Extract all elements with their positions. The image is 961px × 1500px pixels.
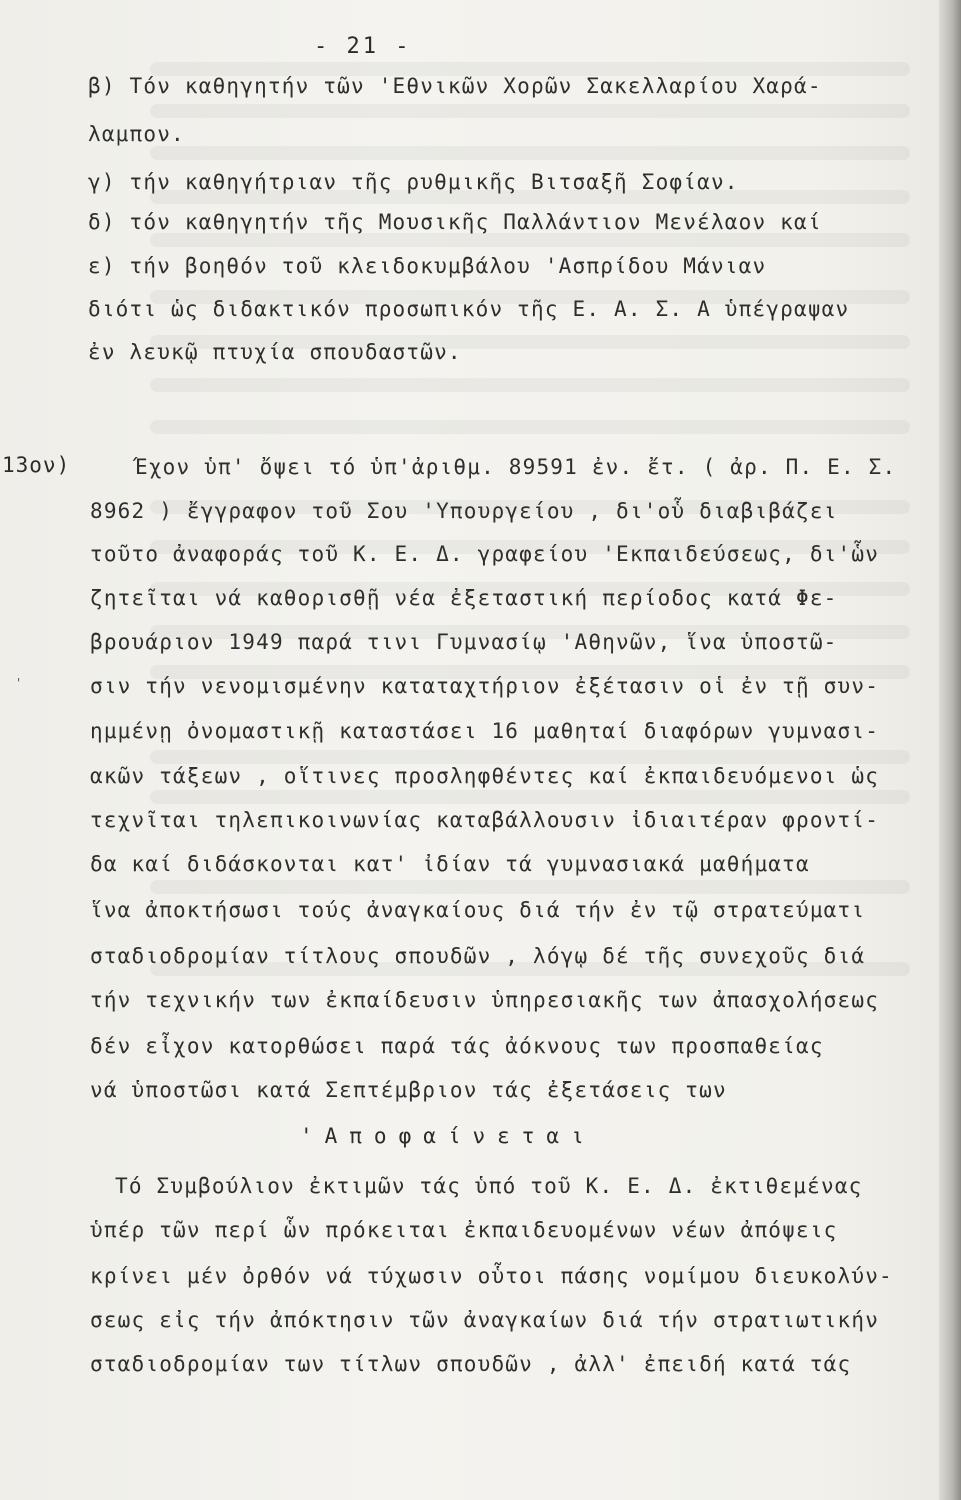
text-line: ζητεῖται νά καθορισθῇ νέα ἐξεταστική περίοδος κατά Φε-: [90, 586, 838, 610]
text-line: γ) τήν καθηγήτριαν τῆς ρυθμικῆς Βιτσαξῆ Σοφίαν.: [88, 170, 739, 194]
text-line: ακῶν τάξεων , οἵτινες προσληφθέντες καί ἐκπαιδευόμενοι ὡς: [90, 764, 880, 788]
text-line: 8962 ) ἔγγραφον τοῦ Σου 'Υπουργείου , δι'οὗ διαβιβάζει: [90, 499, 838, 523]
text-line: ἵνα ἀποκτήσωσι τούς ἀναγκαίους διά τήν ἐν τῷ στρατεύματι: [90, 898, 866, 922]
margin-item-label: 13ον): [2, 453, 71, 477]
page-edge-shadow: [939, 0, 961, 1500]
text-line: τεχνῖται τηλεπικοινωνίας καταβάλλουσιν ἰδιαιτέραν φροντί-: [90, 808, 880, 832]
text-line: σιν τήν νενομισμένην καταταχτήριον ἐξέτασιν οἱ ἐν τῇ συν-: [90, 674, 880, 698]
decision-heading: 'Αποφαίνεται: [300, 1124, 596, 1148]
text-line: ὑπέρ τῶν περί ὧν πρόκειται ἐκπαιδευομένων νέων ἀπόψεις: [90, 1218, 838, 1242]
text-line: σταδιοδρομίαν τίτλους σπουδῶν , λόγῳ δέ τῆς συνεχοῦς διά: [90, 944, 866, 968]
text-line: σεως εἰς τήν ἀπόκτησιν τῶν ἀναγκαίων διά τήν στρατιωτικήν: [90, 1308, 880, 1332]
margin-mark: ': [15, 676, 23, 690]
text-line: τήν τεχνικήν των ἐκπαίδευσιν ὑπηρεσιακῆς των ἀπασχολήσεως: [90, 988, 880, 1012]
text-line: δα καί διδάσκονται κατ' ἰδίαν τά γυμνασιακά μαθήματα: [90, 852, 810, 876]
text-line: λαμπον.: [88, 122, 185, 146]
text-line: δέν εἶχον κατορθώσει παρά τάς ἀόκνους των προσπαθείας: [90, 1034, 824, 1058]
text-line: ημμένῃ ὀνομαστικῇ καταστάσει 16 μαθηταί διαφόρων γυμνασι-: [90, 719, 880, 743]
page-number: - 21 -: [314, 34, 412, 59]
text-line: διότι ὡς διδακτικόν προσωπικόν τῆς Ε. Α. Σ. Α ὑπέγραψαν: [88, 297, 850, 321]
text-line: τοῦτο ἀναφοράς τοῦ Κ. Ε. Δ. γραφείου 'Εκπαιδεύσεως, δι'ὧν: [90, 542, 880, 566]
text-line: σταδιοδρομίαν των τίτλων σπουδῶν , ἀλλ' ἐπειδή κατά τάς: [90, 1352, 852, 1376]
text-line: Έχον ὑπ' ὄψει τό ὑπ'ἀριθμ. 89591 ἐν. ἔτ. ( ἀρ. Π. Ε. Σ.: [135, 455, 897, 479]
text-line: Τό Συμβούλιον ἐκτιμῶν τάς ὑπό τοῦ Κ. Ε. Δ. ἐκτιθεμένας: [115, 1174, 863, 1198]
text-line: β) Τόν καθηγητήν τῶν 'Εθνικῶν Χορῶν Σακελλαρίου Χαρά-: [88, 74, 822, 98]
text-line: νά ὑποστῶσι κατά Σεπτέμβριον τάς ἐξετάσεις των: [90, 1078, 727, 1102]
text-line: δ) τόν καθηγητήν τῆς Μουσικῆς Παλλάντιον Μενέλαον καί: [88, 210, 822, 234]
text-line: ἐν λευκῷ πτυχία σπουδαστῶν.: [88, 340, 462, 364]
text-line: κρίνει μέν ὀρθόν νά τύχωσιν οὗτοι πάσης νομίμου διευκολύν-: [90, 1264, 893, 1288]
text-line: ε) τήν βοηθόν τοῦ κλειδοκυμβάλου 'Ασπρίδου Μάνιαν: [88, 254, 767, 278]
text-line: βρουάριον 1949 παρά τινι Γυμνασίῳ 'Αθηνῶν, ἵνα ὑποστῶ-: [90, 630, 838, 654]
